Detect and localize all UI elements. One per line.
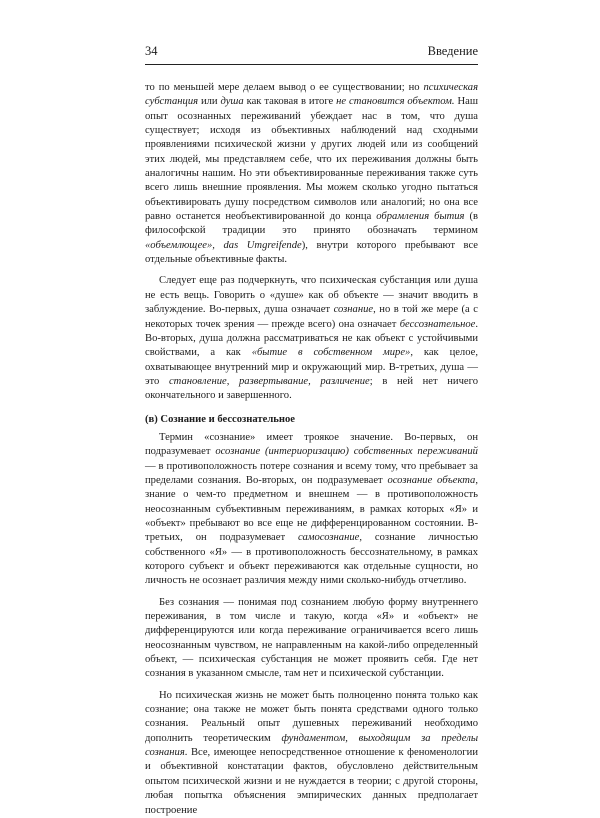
text: Без сознания — понимая под сознанием любую форму внутреннего переживания, в том числе и такую, когда «Я» и «объект» не дифференцируются или когда переживание ограничивается всего лишь неосознанным чувством, не направленным на какой-либо определенный объект, — психическая субстанция не может проявить себя. Где нет сознания в указанном смысле, там нет и психической субстанции. (145, 596, 478, 680)
section-heading: (в) Сознание и бессознательное (145, 413, 295, 425)
italic-term: психическая субстанция (145, 82, 478, 108)
text: ; в ней нет ничего окончательного и завершенного. (145, 375, 479, 402)
text: , но в той же мере (а с некоторых точек зрения — прежде всего) она означает (145, 304, 478, 330)
italic-term: осознание (интериоризацию) собственных переживаний (215, 446, 478, 458)
text: , как целое, охватывающее внутренний мир и окружающий мир. В-третьих, душа — это (145, 347, 479, 387)
paragraph-2 (145, 274, 478, 403)
text: Следует еще раз подчеркнуть, что психическая субстанция или душа не есть вещь. Говорить о «душе» как об объекте — значит вводить в заблуждение. Во-первых, душа означает (145, 275, 478, 316)
paragraph-1 (145, 81, 478, 267)
text: как таковая в итоге (243, 96, 337, 108)
text: или (198, 96, 221, 108)
text: — в противоположность потере сознания и всему тому, что пребывает за пределами сознания. Во-вторых, он подразумевает (145, 460, 478, 486)
main-text (145, 81, 478, 818)
text: . Все, имеющее непосредственное отношение к феноменологии и объективной констатации фактов, обусловлено действительным опытом психической жизни и не нуждается в теории; с другой стороны, любая попытка объяснения эмпирических данных предполагает построение (145, 747, 478, 816)
paragraph-5 (145, 689, 478, 818)
running-title: Введение (427, 44, 478, 58)
text: ), внутри которого пребывают все отдельные объективные факты. (145, 239, 479, 266)
italic-term: не становится объектом. (336, 96, 455, 108)
text: Наш опыт осознанных переживаний убеждает нас в том, что душа существует; исходя из объективных наблюдений над сходными проявлениями психической жизни у других людей или из сообщений этих людей, мы представляем себе, что их переживания должны быть аналогичны нашим. Но эти объективированные переживания также суть всего лишь внешние проявления. Мы можем сколько угодно пытаться объективировать душу посредством символов или аналогий; но она все равно останется необъективированной до конца (145, 96, 478, 223)
text: то по меньшей мере делаем вывод о ее существовании; но (145, 82, 424, 93)
italic-term: фундаментом, выходящим за пределы сознания (145, 732, 478, 759)
paragraph-4 (145, 596, 478, 682)
italic-term: «бытие в собственном мире» (251, 347, 411, 359)
italic-term: самосознание (298, 532, 360, 544)
page-number: 34 (145, 44, 158, 58)
text: Термин «сознание» имеет троякое значение. Во-первых, он подразумевает (145, 431, 478, 458)
text: . Во-вторых, душа должна рассматриваться не как объект с устойчивыми свойствами, а как (145, 318, 478, 359)
italic-term: душа (220, 96, 244, 108)
text: , знание о чем-то предметном и внешнем — в противоположность неосознанным субъективным переживаниям, в рамках которых «Я» и «объект» пребывают во все еще не дифференцированном состоянии. В-третьих, он подразумевает (145, 474, 479, 544)
text: , сознание личностью собственного «Я» — в противоположность бессознательному, в рамках которого субъект и объект переживаются как отдельные сущности, но личность не осознает различия между ними сколько-нибудь отчетливо. (145, 532, 479, 587)
text: Но психическая жизнь не может быть полноценно понята только как сознание; она также не может быть понята средствами одного только сознания. Реальный опыт душевных переживаний необходимо дополнить теоретическим (145, 689, 478, 744)
italic-term: сознание (333, 304, 374, 316)
italic-term: бессознательное (399, 318, 476, 330)
running-header (145, 44, 478, 59)
italic-term: «объемлющее», das Umgreifende (145, 239, 302, 251)
header-rule (145, 64, 478, 65)
italic-term: обрамления бытия (376, 211, 465, 223)
italic-term: осознание объекта (387, 474, 476, 486)
paragraph-3 (145, 431, 478, 589)
italic-term: становление, развертывание, различение (168, 375, 370, 387)
text: (в философской традиции это принято обозначать термином (145, 211, 478, 237)
